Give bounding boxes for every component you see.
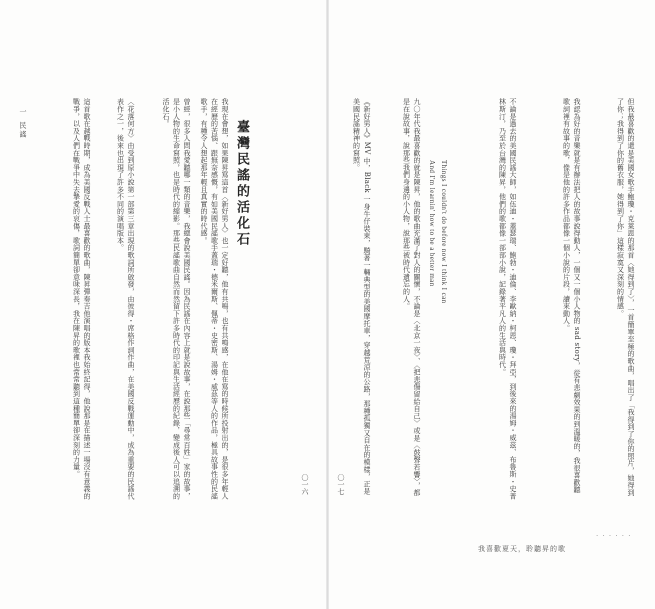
lyrics-line-1: Things I couldn't do before now I think I can: [440, 160, 448, 304]
section-side-label: 一 民謠: [19, 108, 27, 140]
right-paragraph-5: 《新好男人》MV 中，Black 一身牛仔裝束，騎著一輛典型的美國摩托車，穿越荒涼的公路，那種孤獨又自在的模樣，正是美國民謠精神的寫照。: [352, 98, 371, 495]
left-paragraph-4: 這首歌在越戰時期，成為美國反戰人士最喜歡的歌曲，陳昇彈奏吉他演唱的版本我始終記得，他說那是在描述一場沒有意義的戰爭，以及人們在戰爭中失去摯愛的哀傷，歌詞簡單卻意味深長，我在陳昇的歌裡也常常聽到這種簡單卻深刻的力量。: [72, 98, 91, 500]
right-page: [328, 0, 655, 609]
right-paragraph-3: 不論是過去的美國民謠大師，如伍迪・蓋瑟瑞、鮑勃・迪倫、李歐納・柯恩、瓊・拜亞，到後來的湯姆・威茲、布魯斯・史普林斯汀，乃至於台灣的陳昇，他們的歌都像一部部小說，記錄著平凡人的生活與時代。: [498, 98, 517, 500]
lyrics-line-2: And I'm learnin' how to be a better man: [428, 160, 436, 287]
section-title: 臺灣民謠的活化石: [234, 120, 249, 248]
left-paragraph-1: 我現在會想，如果陳昇寫這首〈新好男人〉也一定好聽，他有共鳴，也有共鳴感，在他在寫的時候所投射出的，是很多年輕人在經歷的苦惱、跟無奈感慨，有如美國民謠歌手蓋瑞・德米爾斯、佩蒂・史密斯、湯姆・威茲等人的作品，極具故事性的民謠歌手，有種令人想起那年輕且真實的時代感。: [200, 98, 229, 500]
running-head: 我喜歡夏天，聆聽昇的歌: [478, 545, 566, 553]
left-page: [0, 0, 327, 609]
right-page-number: 〇一七: [337, 474, 345, 495]
right-paragraph-4: 九〇年代我最喜歡的就是陳昇，他的歌曲充滿了對人的關懷，不論是〈北京一夜〉、〈把悲傷留給自己〉或是〈鼓聲若響〉，都是在說故事，說那些我們身邊的小人物，說那些被時代遺忘的人。: [402, 98, 421, 497]
right-paragraph-2: 我認為好的音樂就是有辦法把人的故事說得動人，一個又一個小人物的 sad story，從有悲劇效果的到溫暖的，我很喜歡聽歌詞裡有故事的歌，像是他的許多作品都像一個小說的片段，讀來動人。: [562, 98, 581, 494]
left-page-number: 〇一六: [301, 474, 309, 495]
left-paragraph-2: 曾經，很多人問我愛聽哪一類的音樂，我總會說美國民謠。因為民謠在內容上就是說故事，在說那些「尋常百姓」家的故事，是小人物的生命寫照，也是時代的縮影。那些民謠歌曲自然而然留下許多時代的印記與生活經歷的紀錄，變成後人可以追溯的活化石。: [162, 98, 191, 500]
right-paragraph-1: 但我最喜歡的還是美國女歌手鮑瓊・克萊恩的那首〈她得到了〉，一首簡單至極的歌曲，唱出了「我得到了你的照片，她得到了你；我得到了你的舊衣服，她得到了你」這樣寂寞又深刻的情感。: [616, 98, 635, 496]
left-paragraph-3: 〈花落何方〉由受到原小說第一部第三章出現的歌詞所啟發，由彼得・席格作詞作曲，在美國反戰運動中，成為重要的民謠代表作之一，後來也出現了許多不同的演唱版本。: [116, 98, 135, 500]
decorative-dots: · · · · · ·: [596, 532, 632, 540]
